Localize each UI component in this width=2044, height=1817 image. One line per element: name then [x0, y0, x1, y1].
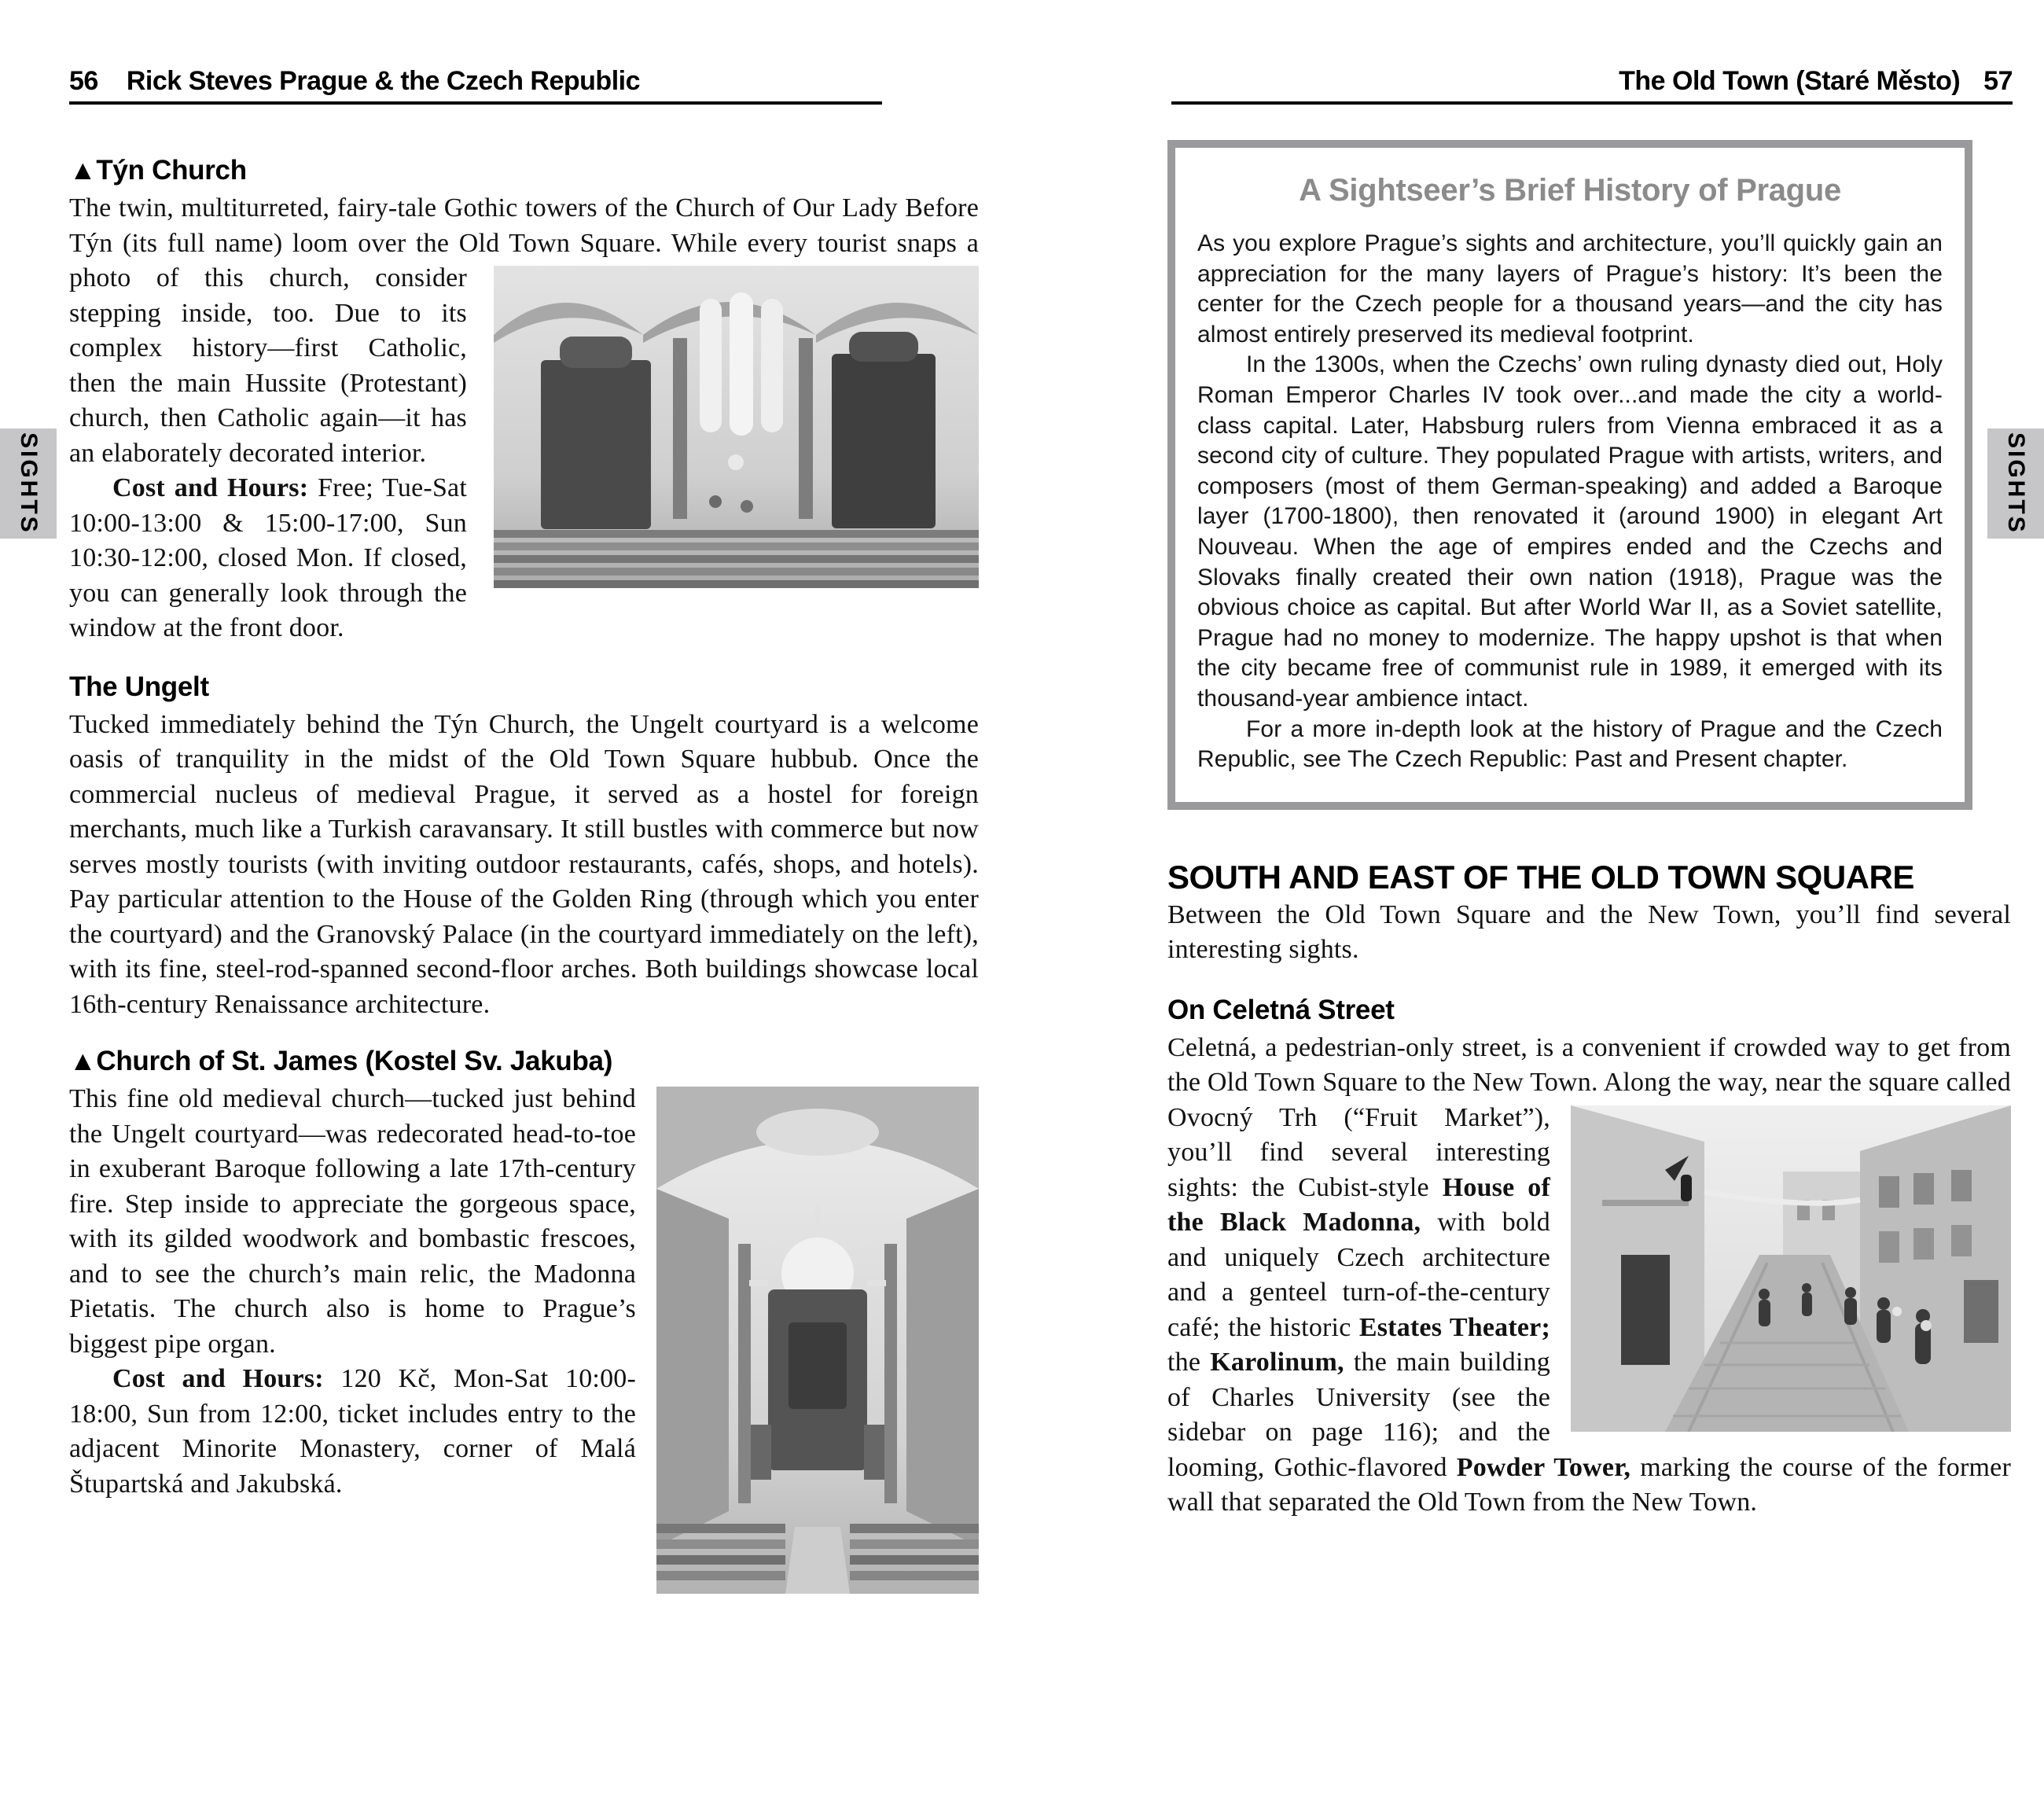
tyn-church-paragraph — [69, 191, 979, 471]
tyn-church-interior-photo — [494, 266, 979, 588]
celetna-paragraph — [1167, 1031, 2011, 1521]
sights-tab-right-label: SIGHTS — [2003, 432, 2029, 535]
header-rule-left — [69, 101, 882, 105]
sights-tab-left-label: SIGHTS — [16, 432, 42, 535]
sights-tab-left — [0, 429, 57, 539]
st-james-paragraph — [69, 1082, 979, 1362]
sidebar-box-paragraph-2: In the 1300s, when the Czechs’ own ruling dynasty died out, Holy Roman Emperor Charles IV took over...and made the city a world-class capital. Later, Habsburg rulers from Vienna embraced it as a second city of culture. They populated Prague with artists, writers, and composers (most of them German-speaking) and added a Baroque layer (1700-1800), then renovated it (around 1900) in elegant Art Nouveau. When the age of empires ended and the Czechs and Slovaks finally created their own nation (1918), Prague was the obvious choice as capital. But after World War II, as a Soviet satellite, Prague had no money to modernize. The happy upshot is that when the city became free of communist rule in 1989, it emerged with its thousand-year ambience intact. — [1197, 351, 1943, 712]
history-sidebar-box — [1167, 140, 1972, 810]
sidebar-box-paragraph-1: As you explore Prague’s sights and architecture, you’ll quickly gain an appreciation for the many layers of Prague’s history: It’s been the center for the Czech people for a thousand years—and the city has almost entirely preserved its medieval footprint. — [1197, 230, 1943, 348]
page-header-left — [69, 66, 640, 97]
tyn-paragraph-part1: The twin, multiturreted, fairy-tale Gothic towers of the Church of Our Lady Before Týn (its full name) loom over the Old Town — [69, 193, 979, 258]
celetna-photo-illustration — [1571, 1105, 2011, 1432]
page-number-left: 56 — [69, 66, 98, 96]
tyn-photo-illustration — [494, 266, 979, 588]
celetna-run: with bold and uniquely Czech architecture and a genteel turn-of-the-century café; the historic — [1167, 1208, 1550, 1342]
page-number-right: 57 — [1983, 66, 2013, 96]
running-title-right: The Old Town (Staré Město) — [1619, 66, 1961, 96]
estates-theater-bold: Estates Theater; — [1358, 1312, 1550, 1342]
sidebar-box-paragraph-3: For a more in-depth look at the history of Prague and the Czech Republic, see The Czech Republic: Past and Present chapter. — [1197, 715, 1943, 773]
ungelt-heading: The Ungelt — [69, 671, 209, 702]
right-page-column — [1167, 140, 2011, 1521]
tyn-paragraph-part2: Square. While every tourist snaps a photo of this church, consider stepping inside, too. Due to its complex history—first Catholic, then the main Hussite (Protestant) church, then Catholic again—it has an elaborately decorated interior. — [69, 228, 979, 468]
celetna-run: the — [1167, 1348, 1211, 1377]
ungelt-paragraph: Tucked immediately behind the Týn Church, the Ungelt courtyard is a welcome oasis of tranquility in the midst of the Old Town Square hubbub. Once the commercial nucleus of medieval Prague, it served as a hostel for foreign merchants, much like a Turkish caravansary. It still bustles with commerce but now serves mostly tourists (with inviting outdoor restaurants, cafés, shops, and hotels). Pay particular attention to the House of the Golden Ring (through which you enter the courtyard) and the Granovský Palace (in the courtyard immediately on the left), with its fine, steel-rod-spanned second-floor arches. Both buildings showcase local 16th-century Renaissance architecture. — [69, 709, 979, 1019]
st-james-interior-photo — [656, 1087, 979, 1594]
celetna-street-photo — [1571, 1105, 2011, 1432]
celetna-run: the main building of Charles University (see the sidebar on page 116); and the looming, Gothic-flavored — [1167, 1348, 1550, 1482]
st-james-cost-text: 120 Kč, Mon-Sat 10:00-18:00, Sun from 12:00, ticket includes entry to the adjacent Minorite Monastery, corner of Malá Štupartská and Jakubská. — [69, 1364, 636, 1499]
sidebar-box-title: A Sightseer’s Brief History of Prague — [1299, 173, 1841, 208]
celetna-intro-text: Celetná, a pedestrian-only street, is a convenient if crowded way to get from the Old Town Square to the New Town. Along the — [1167, 1032, 2011, 1098]
st-james-photo-illustration — [656, 1087, 979, 1594]
page-header-right — [1619, 66, 2013, 97]
celetna-run: marking the course of the former wall that separated the Old Town from the New Town. — [1167, 1452, 2011, 1517]
left-page-column — [69, 155, 979, 1603]
house-black-madonna-bold: House of the Black Madonna, — [1167, 1172, 1550, 1238]
tyn-cost-text: Free; Tue-Sat 10:00-13:00 & 15:00-17:00, Sun 10:30-12:00, closed Mon. If closed, you can generally look through the window at the front door. — [69, 473, 467, 642]
running-title-left: Rick Steves Prague & the Czech Republic — [126, 66, 640, 96]
karolinum-bold: Karolinum, — [1210, 1348, 1344, 1377]
powder-tower-bold: Powder Tower, — [1456, 1452, 1631, 1482]
tyn-church-heading: ▲Týn Church — [69, 155, 247, 186]
celetna-heading: On Celetná Street — [1167, 994, 1395, 1025]
south-east-paragraph: Between the Old Town Square and the New Town, you’ll find several interesting sights. — [1167, 899, 2011, 965]
st-james-heading: ▲Church of St. James (Kostel Sv. Jakuba) — [69, 1046, 613, 1076]
tyn-cost-label: Cost and Hours: — [112, 473, 309, 502]
st-james-cost-label: Cost and Hours: — [112, 1364, 324, 1393]
header-rule-right — [1171, 101, 2013, 105]
south-east-heading: SOUTH AND EAST OF THE OLD TOWN SQUARE — [1167, 858, 1914, 896]
celetna-run: way, near the square called Ovocný Trh (“Fruit Market”), you’ll find several interesting sights: the Cubist-style — [1167, 1068, 2011, 1202]
st-james-paragraph-text: This fine old medieval church—tucked just behind the Ungelt courtyard—was redecorated head-to-toe in exuberant Baroque following a late 17th-century fire. Step inside to appreciate the gorgeous space, with its gilded woodwork and bombastic frescoes, and to see the church’s main relic, the Madonna Pietatis. The church also is home to Prague’s biggest pipe organ. — [69, 1084, 636, 1359]
